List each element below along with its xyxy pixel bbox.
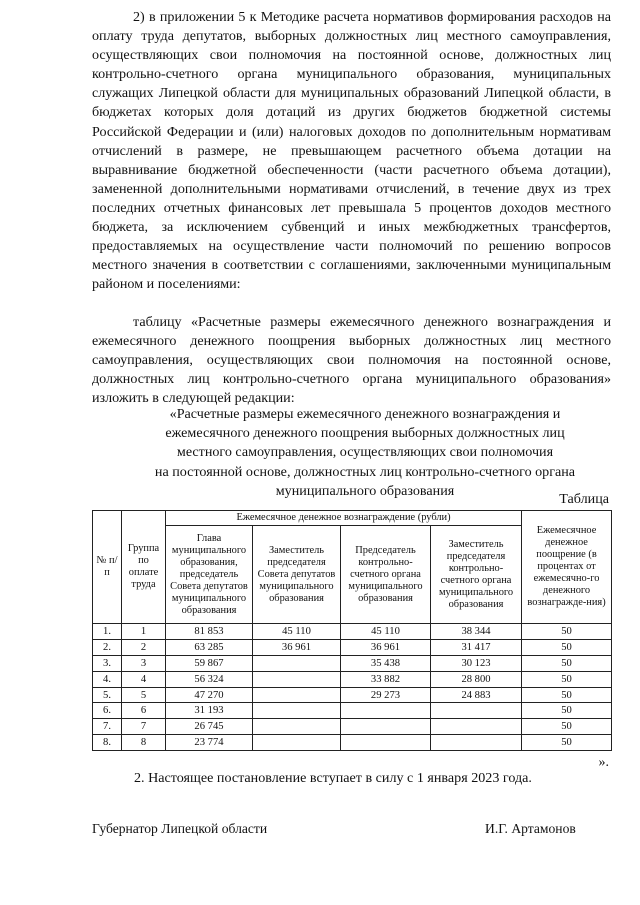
table-cell-chair: 45 110 xyxy=(341,624,431,640)
paragraph-table-intro: таблицу «Расчетные размеры ежемесячного денежного вознаграждения и ежемесячного денежного поощрения выборных должностных лиц местного самоуправления, осуществляющих свои полномочия на постоянной основе, должностных лиц контрольно-счетного органа муниципального образования» изложить в следующей редакции: xyxy=(92,314,611,407)
table-cell-incentive: 50 xyxy=(522,639,612,655)
table-cell-head: 26 745 xyxy=(166,719,253,735)
table-cell-deputy xyxy=(253,735,341,751)
table-cell-chair xyxy=(341,735,431,751)
table-label: Таблица xyxy=(559,491,609,507)
header-number: № п/п xyxy=(93,511,122,624)
end-quote: ». xyxy=(598,755,609,770)
table-cell-num: 3. xyxy=(93,655,122,671)
table-cell-vice: 30 123 xyxy=(431,655,522,671)
table-title xyxy=(120,405,610,501)
table-title-line: муниципального образования xyxy=(275,482,455,499)
header-deputy-council-chair: Заместитель председателя Совета депутатов муниципального образования xyxy=(253,526,341,624)
table-cell-head: 23 774 xyxy=(166,735,253,751)
header-audit-chair: Председатель контрольно-счетного органа муниципального образования xyxy=(341,526,431,624)
table-cell-incentive: 50 xyxy=(522,735,612,751)
signature-position: Губернатор Липецкой области xyxy=(92,821,268,836)
table-cell-head: 31 193 xyxy=(166,703,253,719)
salary-table xyxy=(92,510,612,751)
table-cell-vice xyxy=(431,719,522,735)
table-title-line: «Расчетные размеры ежемесячного денежного вознаграждения и xyxy=(169,406,561,422)
table-cell-group: 7 xyxy=(122,719,166,735)
table-cell-incentive: 50 xyxy=(522,655,612,671)
table-cell-group: 8 xyxy=(122,735,166,751)
table-cell-incentive: 50 xyxy=(522,671,612,687)
table-title-line: ежемесячного денежного поощрения выборных должностных лиц xyxy=(165,425,565,442)
table-row xyxy=(93,719,612,735)
table-cell-num: 4. xyxy=(93,671,122,687)
table-cell-head: 59 867 xyxy=(166,655,253,671)
table-cell-num: 2. xyxy=(93,639,122,655)
table-cell-num: 7. xyxy=(93,719,122,735)
table-cell-vice: 24 883 xyxy=(431,687,522,703)
table-cell-deputy xyxy=(253,719,341,735)
table-cell-group: 5 xyxy=(122,687,166,703)
table-cell-vice xyxy=(431,703,522,719)
table-cell-incentive: 50 xyxy=(522,687,612,703)
table-cell-incentive: 50 xyxy=(522,719,612,735)
table-title-line: местного самоуправления, осуществляющих свои полномочия xyxy=(176,444,554,461)
table-cell-chair: 29 273 xyxy=(341,687,431,703)
header-reward: Ежемесячное денежное вознаграждение (рубли) xyxy=(166,511,522,526)
paragraph-amendment: 2) в приложении 5 к Методике расчета нормативов формирования расходов на оплату труда депутатов, выборных должностных лиц местного самоуправления, осуществляющих свои полномочия на постоянной основе, должностных лиц контрольно-счетного органа муниципального образования, муниципальных служащих Липецкой области для муниципальных образований Липецкой области, в бюджетах которых доля дотаций из других бюджетов бюджетной системы Российской Федерации и (или) налоговых доходов по дополнительным нормативам отчислений в размере, не превышающем расчетного объема дотации на выравнивание бюджетной обеспеченности (части расчетного объема дотации), замененной дополнительными нормативами отчислений, в течение двух из трех последних отчетных финансовых лет превышала 5 процентов доходов местного бюджета, за исключением субвенций и иных межбюджетных трансфертов, предоставляемых на осуществление части полномочий по решению вопросов местного значения в соответствии с соглашениями, заключенными муниципальным районом и поселениями: xyxy=(92,9,611,293)
final-paragraph: 2. Настоящее постановление вступает в силу с 1 января 2023 года. xyxy=(134,770,532,786)
table-cell-group: 3 xyxy=(122,655,166,671)
table-row xyxy=(93,687,612,703)
table-cell-group: 6 xyxy=(122,703,166,719)
table-cell-head: 63 285 xyxy=(166,639,253,655)
table-row xyxy=(93,671,612,687)
table-cell-num: 5. xyxy=(93,687,122,703)
header-head-of-municipality: Глава муниципального образования, председатель Совета депутатов муниципального образования xyxy=(166,526,253,624)
table-cell-deputy xyxy=(253,655,341,671)
signature-name: И.Г. Артамонов xyxy=(485,821,576,836)
table-cell-chair: 33 882 xyxy=(341,671,431,687)
table-cell-head: 81 853 xyxy=(166,624,253,640)
table-cell-head: 56 324 xyxy=(166,671,253,687)
table-body xyxy=(93,624,612,751)
table-cell-deputy: 36 961 xyxy=(253,639,341,655)
table-row xyxy=(93,703,612,719)
table-cell-chair xyxy=(341,703,431,719)
table-title-line: на постоянной основе, должностных лиц контрольно-счетного органа xyxy=(154,463,576,480)
table-cell-incentive: 50 xyxy=(522,624,612,640)
table-cell-deputy: 45 110 xyxy=(253,624,341,640)
table-cell-vice: 38 344 xyxy=(431,624,522,640)
table-cell-head: 47 270 xyxy=(166,687,253,703)
table-cell-num: 8. xyxy=(93,735,122,751)
table-cell-deputy xyxy=(253,703,341,719)
table-cell-chair: 36 961 xyxy=(341,639,431,655)
header-group: Группа по оплате труда xyxy=(122,511,166,624)
table-cell-group: 2 xyxy=(122,639,166,655)
table-row xyxy=(93,639,612,655)
table-cell-deputy xyxy=(253,671,341,687)
table-cell-num: 1. xyxy=(93,624,122,640)
table-cell-group: 1 xyxy=(122,624,166,640)
table-row xyxy=(93,624,612,640)
table-cell-group: 4 xyxy=(122,671,166,687)
table-cell-vice: 28 800 xyxy=(431,671,522,687)
table-row xyxy=(93,735,612,751)
table-cell-deputy xyxy=(253,687,341,703)
table-cell-num: 6. xyxy=(93,703,122,719)
table-row xyxy=(93,655,612,671)
header-incentive: Ежемесячное денежное поощрение (в процентах от ежемесячно-го денежного вознагражде-ния) xyxy=(522,511,612,624)
table-cell-vice: 31 417 xyxy=(431,639,522,655)
header-audit-vice-chair: Заместитель председателя контрольно-счетного органа муниципального образования xyxy=(431,526,522,624)
table-cell-chair xyxy=(341,719,431,735)
table-cell-vice xyxy=(431,735,522,751)
table-cell-incentive: 50 xyxy=(522,703,612,719)
table-cell-chair: 35 438 xyxy=(341,655,431,671)
